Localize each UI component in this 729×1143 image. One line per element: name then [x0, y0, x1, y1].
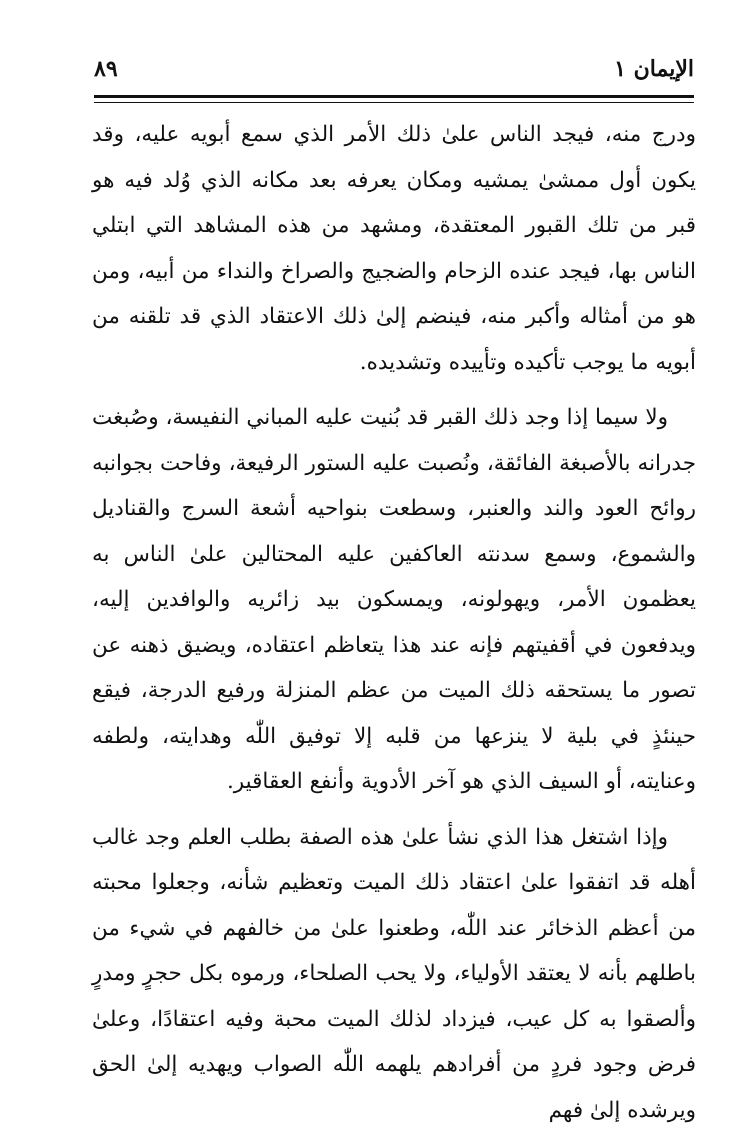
- running-title: الإيمان ١: [614, 56, 694, 82]
- page-number: ٨٩: [94, 56, 118, 82]
- paragraph: وإذا اشتغل هذا الذي نشأ علىٰ هذه الصفة بطلب العلم وجد غالب أهله قد اتفقوا علىٰ اعتقاد ذلك الميت وتعظيم شأنه، وجعلوا محبته من أعظم الذخائر عند اللّٰه، وطعنوا علىٰ من خالفهم في شيء من باطلهم بأنه لا يعتقد الأولياء، ولا يحب الصلحاء، ورموه بكل حجرٍ ومدرٍ وألصقوا به كل عيب، فيزداد لذلك الميت محبة وفيه اعتقادًا، وعلىٰ فرض وجود فردٍ من أفرادهم يلهمه اللّٰه الصواب ويهديه إلىٰ الحق ويرشده إلىٰ فهم: [92, 824, 696, 1123]
- paragraph: ولا سيما إذا وجد ذلك القبر قد بُنيت عليه المباني النفيسة، وصُبغت جدرانه بالأصبغة الفائقة، ونُصبت عليه الستور الرفيعة، وفاحت بجوانبه روائح العود والند والعنبر، وسطعت بنواحيه أشعة السرج والقناديل والشموع، وسمع سدنته العاكفين عليه المحتالين علىٰ الناس به يعظمون الأمر، ويهولونه، ويمسكون بيد زائريه والوافدين إليه، ويدفعون في أقفيتهم فإنه عند هذا يتعاظم اعتقاده، ويضيق ذهنه عن تصور ما يستحقه ذلك الميت من عظم المنزلة ورفيع الدرجة، فيقع حينئذٍ في بلية لا ينزعها من قلبه إلا توفيق اللّٰه وهدايته، ولطفه وعنايته، أو السيف الذي هو آخر الأدوية وأنفع العقاقير.: [92, 405, 696, 794]
- paragraph: ودرج منه، فيجد الناس علىٰ ذلك الأمر الذي سمع أبويه عليه، وقد يكون أول ممشىٰ يمشيه ومكان يعرفه بعد مكانه الذي وُلد فيه هو قبر من تلك القبور المعتقدة، ومشهد من هذه المشاهد التي ابتلي الناس بها، فيجد عنده الزحام والضجيج والصراخ والنداء من أبيه، ومن هو من أمثاله وأكبر منه، فينضم إلىٰ ذلك الاعتقاد الذي قد تلقنه من أبويه ما يوجب تأكيده وتأييده وتشديده.: [92, 122, 696, 375]
- header-rule-thick: [94, 95, 694, 98]
- page-body: [92, 112, 696, 1143]
- header-rule-thin: [94, 102, 694, 103]
- page-header: [94, 56, 694, 96]
